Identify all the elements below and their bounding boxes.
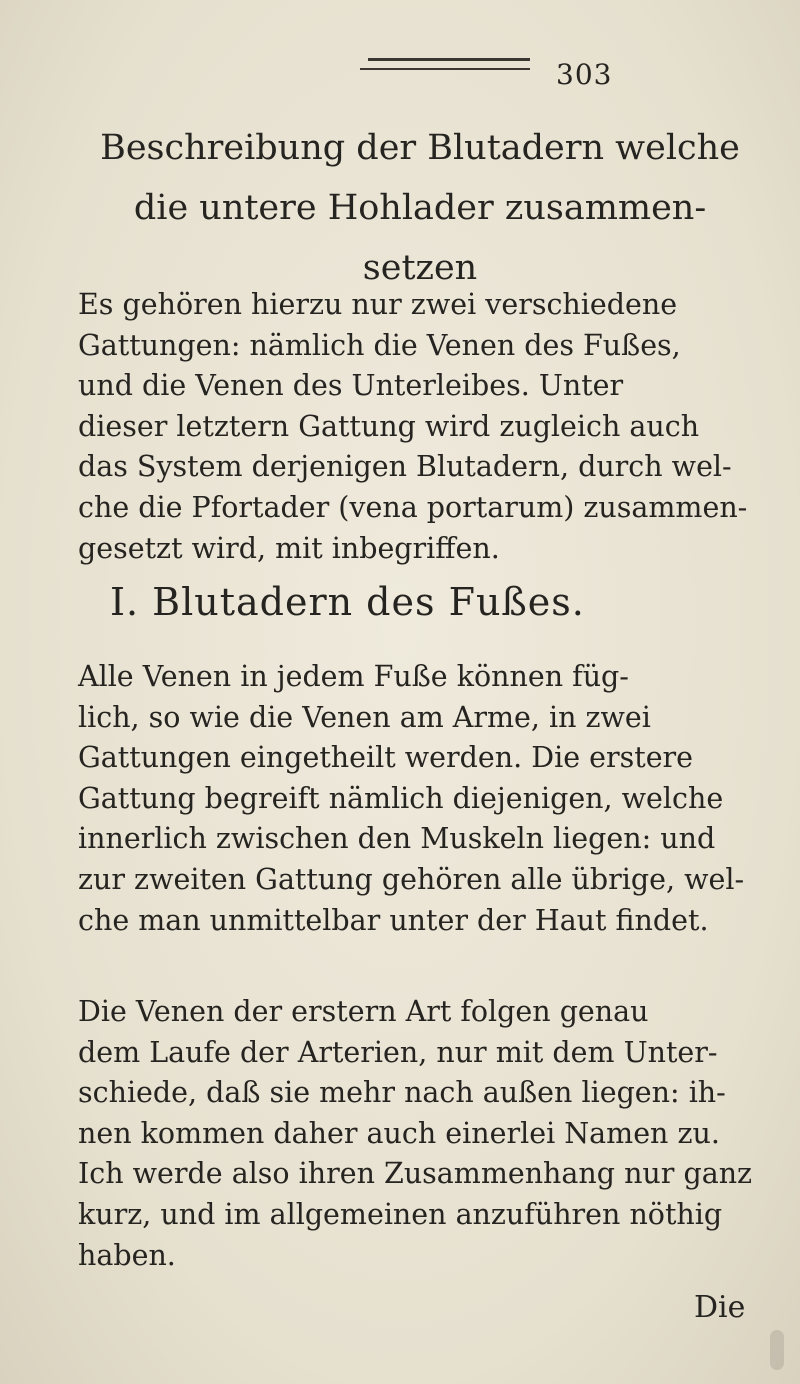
heading-line-3: setzen: [362, 248, 478, 288]
text-line: Gattungen eingetheilt werden. Die erstere: [78, 741, 694, 775]
text-line: zur zweiten Gattung gehören alle übrige, wel-: [78, 862, 745, 896]
text-line: che die Pfortader (vena portarum) zusammen-: [78, 490, 748, 524]
catchword: Die: [694, 1290, 746, 1325]
text-line: dem Laufe der Arterien, nur mit dem Unter-: [78, 1035, 718, 1069]
text-line: Gattung begreift nämlich diejenigen, welche: [78, 781, 724, 815]
text-line: Alle Venen in jedem Fuße können füg-: [78, 660, 629, 693]
text-line: che man unmittelbar unter der Haut findet.: [78, 903, 709, 937]
text-line: und die Venen des Unterleibes. Unter: [78, 369, 624, 403]
header-rule: [368, 58, 530, 61]
text-line: dieser letztern Gattung wird zugleich auch: [78, 409, 700, 443]
chapter-heading: [70, 118, 770, 298]
paragraph-third: [78, 992, 776, 1276]
text-line: kurz, und im allgemeinen anzuführen nöthig: [78, 1197, 723, 1231]
text-line: haben.: [78, 1238, 176, 1272]
paper-smudge: [770, 1330, 784, 1370]
text-line: Es gehören hierzu nur zwei verschiedene: [78, 288, 678, 321]
heading-line-1: Beschreibung der Blutadern welche: [100, 128, 740, 168]
text-line: Gattungen: nämlich die Venen des Fußes,: [78, 328, 681, 362]
text-line: innerlich zwischen den Muskeln liegen: und: [78, 822, 716, 856]
section-heading: I. Blutadern des Fußes.: [110, 580, 585, 624]
text-line: schiede, daß sie mehr nach außen liegen: ih-: [78, 1076, 726, 1110]
heading-line-2: die untere Hohlader zusammen-: [133, 188, 707, 228]
header-rule-lower: [360, 68, 530, 70]
paragraph-intro: [78, 285, 776, 569]
text-line: lich, so wie die Venen am Arme, in zwei: [78, 700, 651, 734]
page-number: 303: [556, 58, 613, 91]
text-line: das System derjenigen Blutadern, durch wel-: [78, 450, 732, 484]
paragraph-second: [78, 657, 776, 941]
text-line: Die Venen der erstern Art folgen genau: [78, 995, 649, 1028]
text-line: gesetzt wird, mit inbegriffen.: [78, 531, 500, 565]
text-line: Ich werde also ihren Zusammenhang nur ganz: [78, 1157, 753, 1191]
text-line: nen kommen daher auch einerlei Namen zu.: [78, 1116, 720, 1150]
